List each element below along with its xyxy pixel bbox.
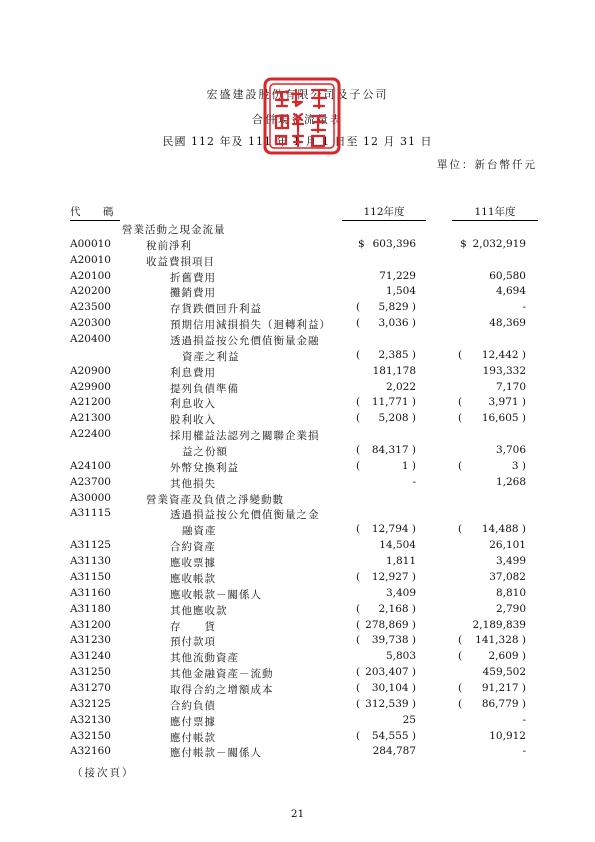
row-label: 營業活動之現金流量 [122, 224, 226, 236]
value-2023: 181,178 [372, 364, 416, 377]
row-label: 利息收入 [170, 398, 216, 411]
row-label: 預期信用減損損失（迴轉利益） [170, 319, 331, 332]
row-label: 資產之利益 [182, 350, 240, 363]
value-2022: 60,580 [489, 269, 526, 282]
paren-2022: ( [458, 697, 463, 710]
table-row [0, 333, 595, 348]
company-name: 宏盛建設股份有限公司及子公司 [206, 88, 389, 101]
paren-2023: ( [356, 444, 361, 457]
table-row [0, 476, 595, 491]
value-2023: 11,771 ) [371, 396, 416, 409]
value-2023: 39,738 ) [371, 634, 416, 647]
table-row [0, 714, 595, 729]
row-code: A30000 [70, 491, 111, 504]
value-2023: 278,869 ) [365, 618, 416, 631]
value-2022: 8,810 [495, 586, 526, 599]
row-label: 稅前淨利 [146, 239, 192, 252]
paren-2023: ( [356, 396, 361, 409]
row-code: A29900 [70, 380, 111, 393]
value-2022: 3,499 [495, 555, 526, 568]
value-2023: 54,555 ) [371, 729, 416, 742]
table-row [0, 254, 595, 269]
row-label: 應付帳款 [170, 731, 216, 744]
row-code: A20400 [70, 333, 111, 346]
table-row [0, 222, 595, 237]
value-2022: 14,488 ) [481, 523, 526, 536]
table-row [0, 666, 595, 681]
row-label: 融資產 [182, 525, 217, 538]
row-code: A32150 [70, 729, 111, 742]
row-label: 股利收入 [170, 414, 216, 427]
table-row [0, 412, 595, 427]
paren-2022: ( [458, 634, 463, 647]
row-code: A31240 [70, 650, 111, 663]
paren-2023: ( [356, 666, 361, 679]
row-label: 其他金融資產－流動 [170, 668, 274, 681]
value-2022: 3 ) [511, 459, 526, 472]
paren-2023: ( [356, 602, 361, 615]
row-code: A21300 [70, 412, 111, 425]
value-2023: 25 [402, 713, 416, 726]
value-2022: 2,189,839 [472, 618, 526, 631]
row-code: A20010 [70, 253, 111, 266]
value-2022: 1,268 [495, 475, 526, 488]
table-row [0, 730, 595, 745]
row-code: A23700 [70, 475, 111, 488]
table-row [0, 270, 595, 285]
paren-2023: ( [356, 570, 361, 583]
value-2023: 1,504 [385, 285, 416, 298]
value-2022: 12,442 ) [481, 348, 526, 361]
value-2022: 3,706 [495, 444, 526, 457]
table-row [0, 539, 595, 554]
value-2022: 2,609 ) [488, 650, 526, 663]
row-label: 透過損益按公允價值衡量金融 [170, 335, 320, 348]
row-code: A31180 [70, 602, 111, 615]
continued-note: （接次頁） [72, 767, 135, 779]
value-2022: - [522, 745, 526, 758]
paren-2022: ( [458, 412, 463, 425]
paren-2023: ( [356, 681, 361, 694]
value-2023: 12,927 ) [371, 570, 416, 583]
value-2023: - [412, 475, 416, 488]
paren-2022: ( [458, 681, 463, 694]
paren-2023: ( [356, 729, 361, 742]
value-2023: 284,787 [372, 745, 416, 758]
column-header-2023: 112年度 [342, 204, 426, 221]
row-label: 存貨跌價回升利益 [170, 303, 262, 316]
row-code: A31270 [70, 681, 111, 694]
value-2023: 2,022 [385, 380, 416, 393]
value-2023: 3,409 [385, 586, 416, 599]
table-row [0, 492, 595, 507]
row-label: 採用權益法認列之關聯企業損 [170, 430, 320, 443]
paren-2022: ( [458, 650, 463, 663]
table-row [0, 745, 595, 760]
table-row [0, 349, 595, 364]
value-2022: - [522, 301, 526, 314]
row-label: 提列負債準備 [170, 382, 239, 395]
value-2023: 203,407 ) [365, 666, 416, 679]
table-row [0, 301, 595, 316]
value-2023: 2,168 ) [378, 602, 416, 615]
table-row [0, 365, 595, 380]
value-2023: 84,317 ) [371, 444, 416, 457]
value-2023: 12,794 ) [371, 523, 416, 536]
row-code: A32125 [70, 697, 111, 710]
paren-2022: ( [458, 459, 463, 472]
column-header-code: 代 碼 [70, 204, 120, 221]
company-seal-icon [262, 76, 342, 156]
row-code: A31230 [70, 634, 111, 647]
row-code: A31115 [70, 507, 111, 520]
row-code: A31200 [70, 618, 111, 631]
value-2023: 5,829 ) [378, 301, 416, 314]
value-2023: 5,208 ) [378, 412, 416, 425]
value-2023: 1,811 [385, 555, 416, 568]
value-2023: 603,396 [372, 237, 416, 250]
row-code: A32130 [70, 713, 111, 726]
table-row [0, 650, 595, 665]
value-2023: 30,104 ) [371, 681, 416, 694]
value-2022: 193,332 [482, 364, 526, 377]
row-label: 存 貨 [170, 620, 216, 633]
row-label: 取得合約之增額成本 [170, 683, 274, 696]
paren-2022: ( [458, 348, 463, 361]
row-label: 合約資產 [170, 541, 216, 554]
table-row [0, 396, 595, 411]
value-2022: 37,082 [489, 570, 526, 583]
row-label: 應付帳款－關係人 [170, 747, 262, 760]
row-code: A00010 [70, 237, 111, 250]
value-2022: 16,605 ) [481, 412, 526, 425]
value-2022: 10,912 [489, 729, 526, 742]
page-number: 21 [290, 808, 305, 820]
value-2022: 7,170 [495, 380, 526, 393]
value-2022: 2,032,919 [472, 237, 526, 250]
value-2023: 14,504 [379, 539, 416, 552]
value-2023: 1 ) [401, 459, 416, 472]
table-row [0, 444, 595, 459]
row-label: 利息費用 [170, 366, 216, 379]
value-2022: 4,694 [495, 285, 526, 298]
value-2022: 459,502 [482, 666, 526, 679]
table-row [0, 682, 595, 697]
table-row [0, 603, 595, 618]
value-2022: 91,217 ) [481, 681, 526, 694]
row-label: 應收帳款 [170, 572, 216, 585]
paren-2023: ( [356, 412, 361, 425]
row-label: 預付款項 [170, 636, 216, 649]
currency-unit: 單位：新台幣仟元 [437, 159, 537, 171]
paren-2023: ( [356, 317, 361, 330]
value-2022: 86,779 ) [481, 697, 526, 710]
row-label: 折舊費用 [170, 271, 216, 284]
row-code: A24100 [70, 459, 111, 472]
row-code: A23500 [70, 301, 111, 314]
value-2023: 2,385 ) [378, 348, 416, 361]
value-2022: 48,369 [489, 317, 526, 330]
value-2023: 312,539 ) [365, 697, 416, 710]
table-row [0, 523, 595, 538]
paren-2022: ( [458, 523, 463, 536]
paren-2023: ( [356, 348, 361, 361]
currency-symbol-2023: $ [358, 237, 365, 250]
row-label: 其他流動資產 [170, 652, 239, 665]
paren-2022: ( [458, 396, 463, 409]
table-row [0, 587, 595, 602]
row-label: 攤銷費用 [170, 287, 216, 300]
value-2022: 3,971 ) [488, 396, 526, 409]
row-code: A20100 [70, 269, 111, 282]
currency-symbol-2022: $ [460, 237, 467, 250]
paren-2023: ( [356, 618, 361, 631]
report-title: 合併現金流量表 [252, 113, 343, 126]
table-row [0, 317, 595, 332]
row-code: A22400 [70, 428, 111, 441]
paren-2023: ( [356, 697, 361, 710]
row-label: 其他應收款 [170, 604, 228, 617]
value-2023: 5,803 [385, 650, 416, 663]
row-label: 營業資產及負債之淨變動數 [146, 493, 284, 506]
value-2022: 141,328 ) [475, 634, 526, 647]
row-code: A31130 [70, 555, 111, 568]
paren-2023: ( [356, 459, 361, 472]
row-label: 益之份額 [182, 446, 228, 459]
table-row [0, 619, 595, 634]
column-header-2022: 111年度 [452, 204, 538, 221]
paren-2023: ( [356, 301, 361, 314]
row-code: A31125 [70, 539, 111, 552]
row-code: A20300 [70, 317, 111, 330]
value-2023: 3,036 ) [378, 317, 416, 330]
row-label: 透過損益按公允價值衡量之金 [170, 509, 320, 522]
table-row [0, 698, 595, 713]
row-code: A20200 [70, 285, 111, 298]
value-2022: - [522, 713, 526, 726]
paren-2023: ( [356, 523, 361, 536]
row-label: 收益費損項目 [146, 255, 215, 268]
table-row [0, 507, 595, 522]
table-row [0, 238, 595, 253]
row-label: 其他損失 [170, 477, 216, 490]
value-2023: 71,229 [379, 269, 416, 282]
row-code: A31250 [70, 666, 111, 679]
table-row [0, 381, 595, 396]
row-label: 應收票據 [170, 557, 216, 570]
row-label: 應收帳款－關係人 [170, 588, 262, 601]
row-code: A21200 [70, 396, 111, 409]
row-label: 外幣兌換利益 [170, 461, 239, 474]
table-row [0, 428, 595, 443]
row-code: A31160 [70, 586, 111, 599]
table-row [0, 460, 595, 475]
value-2022: 2,790 [495, 602, 526, 615]
row-code: A20900 [70, 364, 111, 377]
paren-2023: ( [356, 634, 361, 647]
table-row [0, 555, 595, 570]
table-row [0, 634, 595, 649]
value-2022: 26,101 [489, 539, 526, 552]
row-label: 應付票據 [170, 715, 216, 728]
row-label: 合約負債 [170, 699, 216, 712]
row-code: A31150 [70, 570, 111, 583]
row-code: A32160 [70, 745, 111, 758]
table-row [0, 571, 595, 586]
report-period: 民國 112 年及 111 年 1 月 1 日至 12 月 31 日 [162, 135, 433, 148]
table-row [0, 285, 595, 300]
